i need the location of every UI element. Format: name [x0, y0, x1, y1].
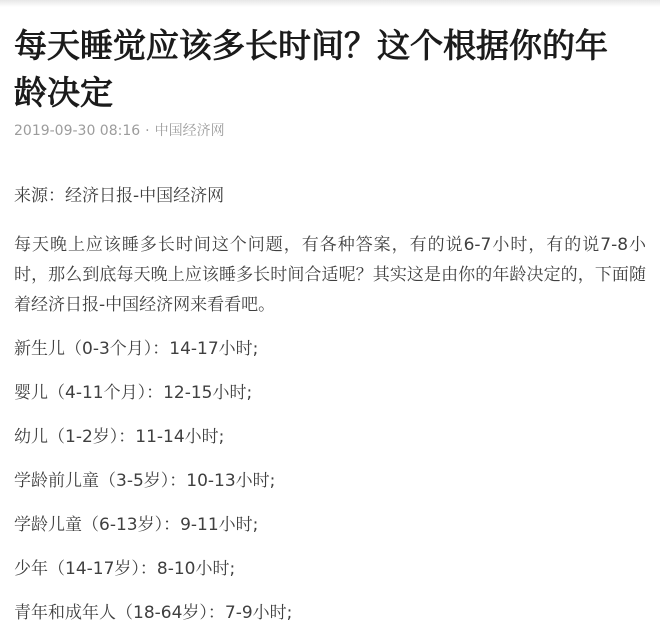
sleep-duration-list: [14, 337, 646, 625]
list-item-infant: 婴儿（4-11个月）：12-15小时;: [14, 383, 253, 403]
source-line: [14, 185, 646, 208]
publisher-site: 中国经济网: [154, 123, 225, 139]
list-item-newborn: 新生儿（0-3个月）：14-17小时;: [14, 339, 259, 359]
publish-datetime: 2019-09-30 08:16: [14, 123, 141, 139]
article-page: [0, 22, 660, 625]
top-edge-shadow: [0, 0, 660, 7]
list-item-adult: 青年和成年人（18-64岁）：7-9小时;: [14, 603, 293, 623]
article-title: 每天睡觉应该多长时间？这个根据你的年龄决定: [14, 26, 608, 112]
article-meta: [14, 122, 646, 141]
list-item-school-age: 学龄儿童（6-13岁）：9-11小时;: [14, 515, 259, 535]
list-item-toddler: 幼儿（1-2岁）：11-14小时;: [14, 427, 225, 447]
source-value: 经济日报-中国经济网: [65, 186, 225, 206]
list-item-preschooler: 学龄前儿童（3-5岁）：10-13小时;: [14, 471, 276, 491]
list-item-teen: 少年（14-17岁）：8-10小时;: [14, 559, 236, 579]
source-label: 来源：: [14, 186, 65, 206]
intro-paragraph: 每天晚上应该睡多长时间这个问题，有各种答案，有的说6-7小时，有的说7-8小时，那么到底每天晚上应该睡多长时间合适呢？其实这是由你的年龄决定的，下面随着经济日报-中国经济网来看看吧。: [14, 235, 646, 315]
meta-separator: ·: [145, 123, 150, 139]
